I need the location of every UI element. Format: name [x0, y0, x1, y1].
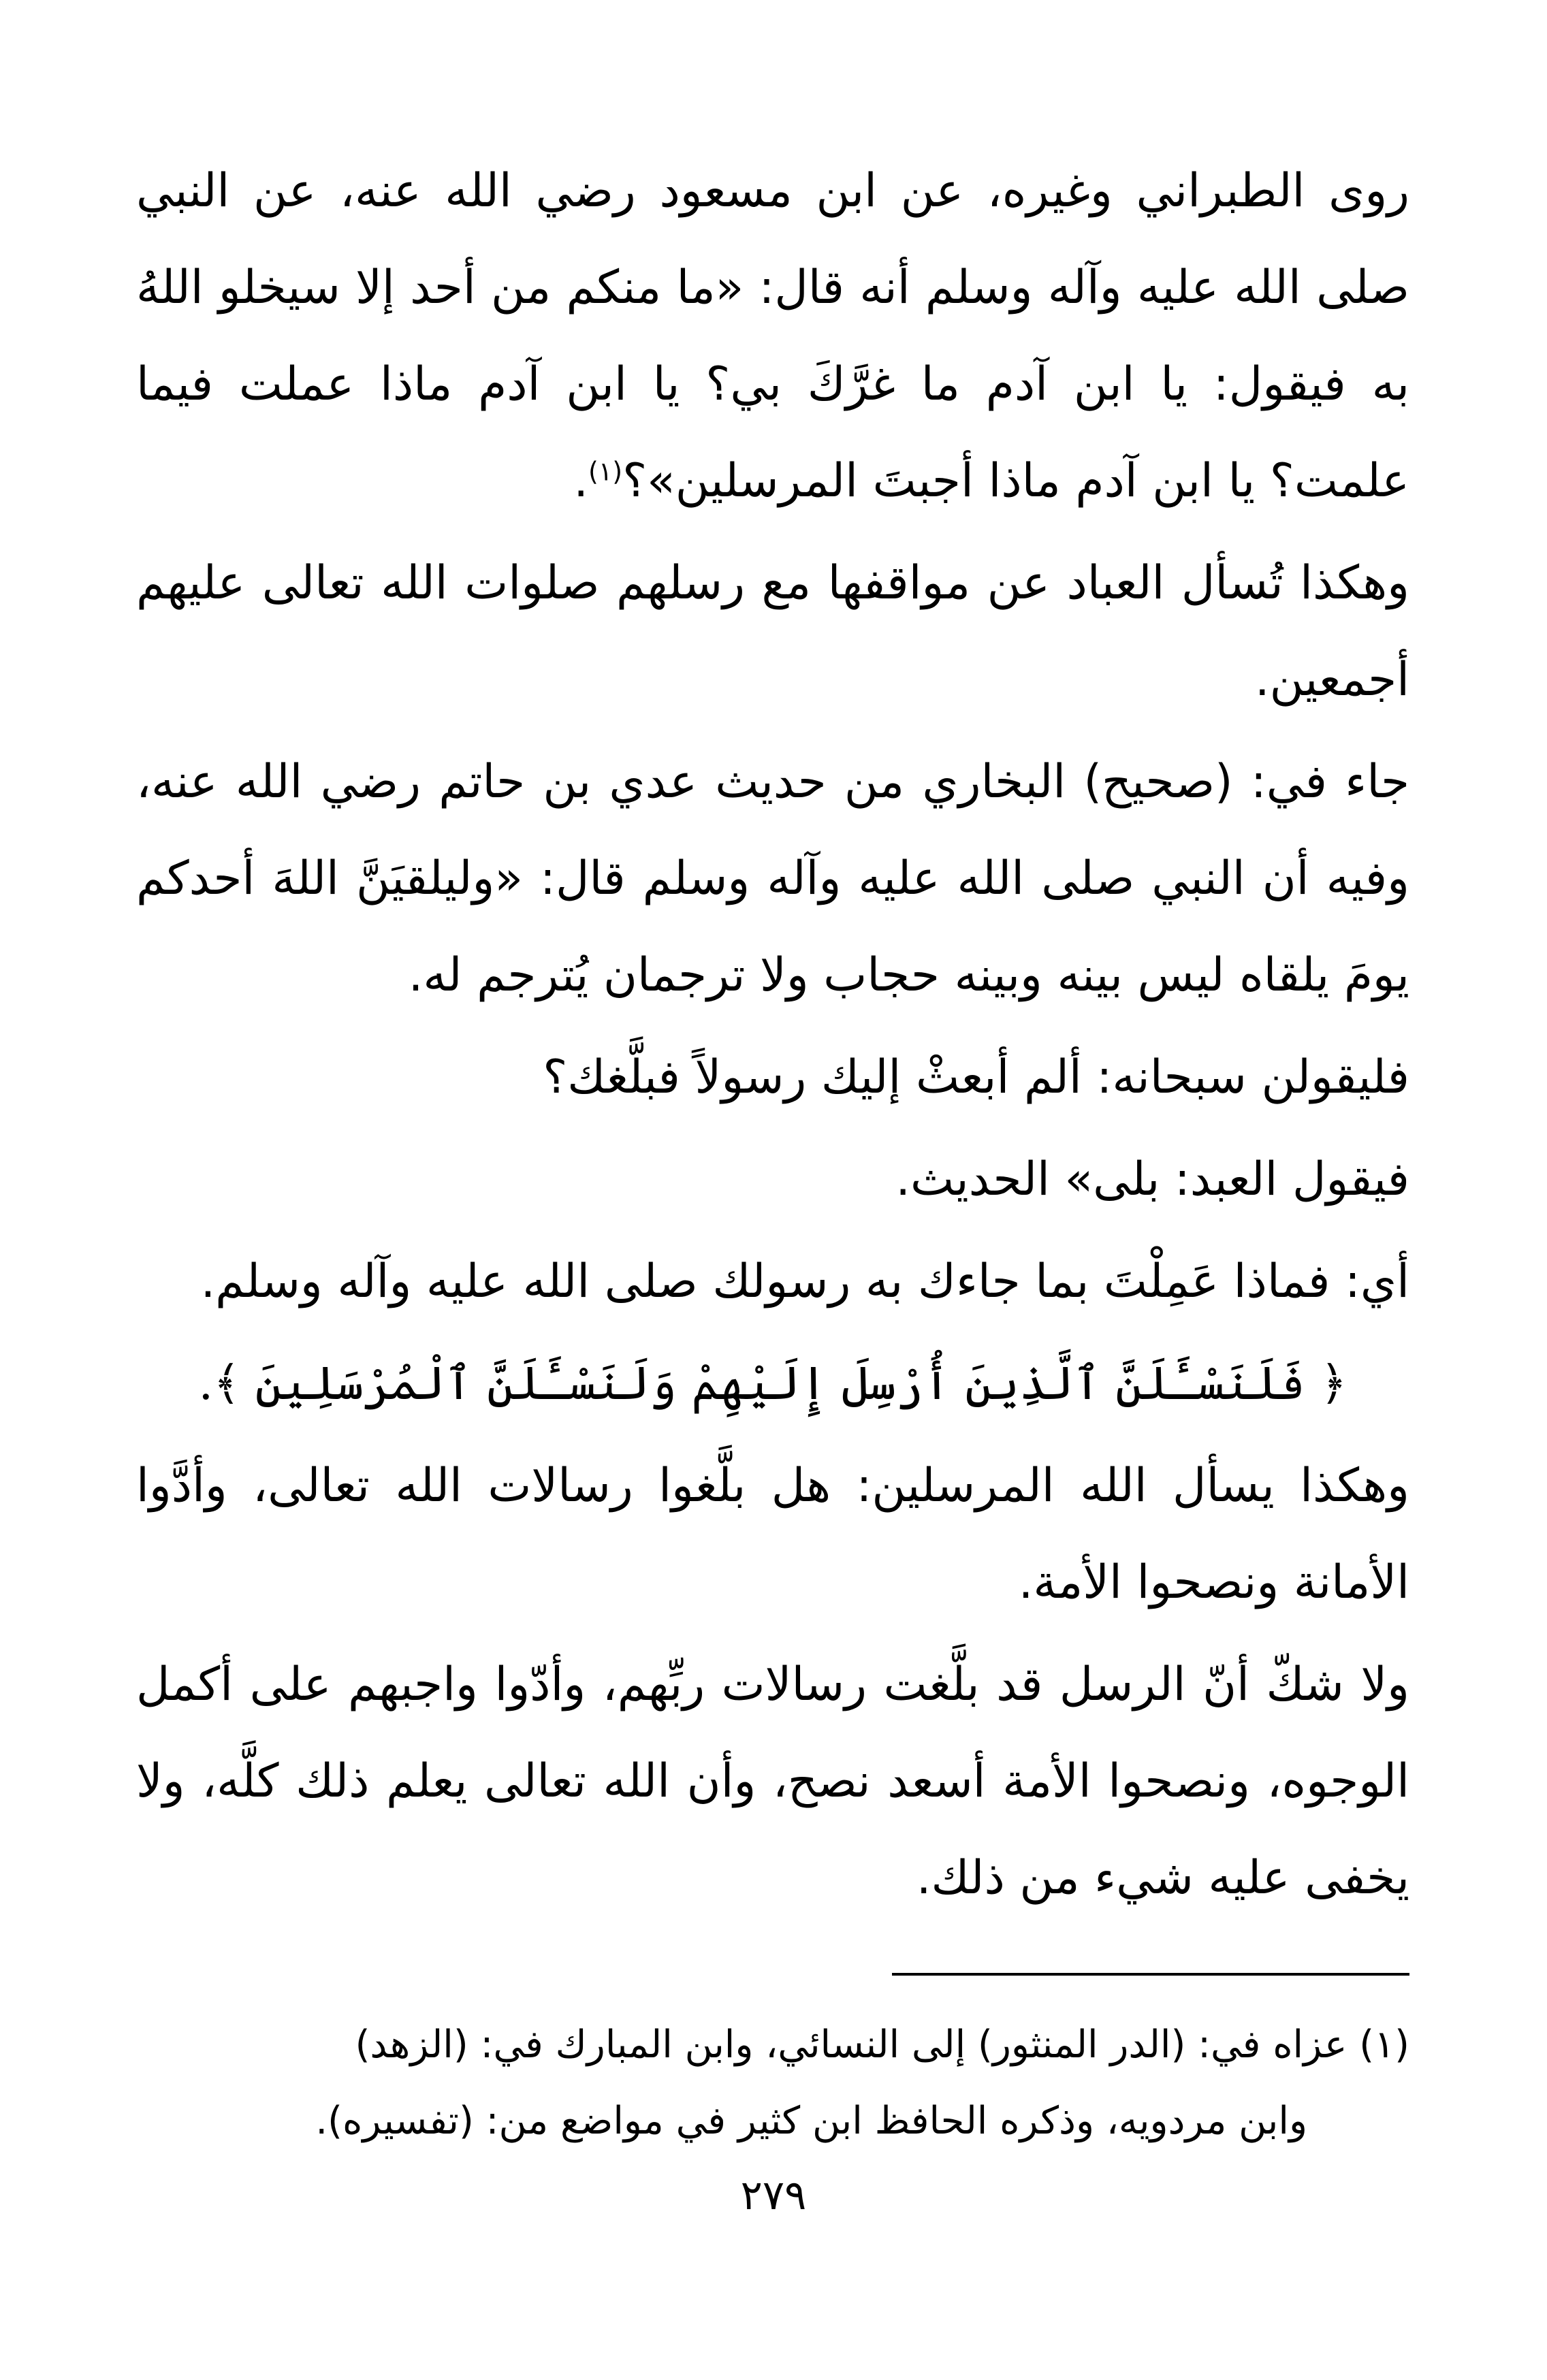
footnote-reference: (١) — [588, 456, 623, 487]
footnote — [136, 2007, 1409, 2159]
paragraph-text: روى الطبراني وغيره، عن ابن مسعود رضي الله عنه، عن النبي صلى الله عليه وآله وسلم أنه قال: «ما منكم من أحد إلا سيخلو اللهُ به فيقول: يا ابن آدم ما غرَّكَ بي؟ يا ابن آدم ماذا عملت فيما علمت؟ يا ابن آدم ماذا أجبتَ المرسلين»؟ — [136, 164, 1409, 508]
main-text — [136, 143, 1409, 1932]
footnote-line-1: (١) عزاه في: (الدر المنثور) إلى النسائي، وابن المبارك في: (الزهد) — [355, 2023, 1409, 2067]
quran-verse: ﴿ فَلَنَسْـَٔلَنَّ ٱلَّذِينَ أُرْسِلَ إِلَيْهِمْ وَلَنَسْـَٔلَنَّ ٱلْمُرْسَلِينَ ﴾. — [198, 1357, 1347, 1411]
paragraph-answer: فيقول العبد: بلى» الحديث. — [895, 1153, 1409, 1206]
footnote-divider — [892, 1973, 1409, 1976]
paragraph-end-mark: . — [573, 454, 589, 508]
paragraph-conclusion: ولا شكّ أنّ الرسل قد بلَّغت رسالات ربِّهم، وأدّوا واجبهم على أكمل الوجوه، ونصحوا الأمة أسعد نصح، وأن الله تعالى يعلم ذلك كلَّه، ولا يخفى عليه شيء من ذلك. — [136, 1658, 1409, 1905]
paragraph-question: فليقولن سبحانه: ألم أبعثْ إليك رسولاً فبلَّغك؟ — [543, 1050, 1409, 1104]
page-number: ٢٧٩ — [740, 2172, 807, 2219]
paragraph-hadith-bukhari: جاء في: (صحيح) البخاري من حديث عدي بن حاتم رضي الله عنه، وفيه أن النبي صلى الله عليه وآله وسلم قال: «وليلقيَنَّ اللهَ أحدكم يومَ يلقاه ليس بينه وبينه حجاب ولا ترجمان يُترجم له. — [136, 755, 1409, 1002]
paragraph-explanation: أي: فماذا عَمِلْتَ بما جاءك به رسولك صلى الله عليه وآله وسلم. — [200, 1255, 1409, 1308]
paragraph-hadith-tabarani — [136, 143, 1409, 530]
paragraph-messengers: وهكذا يسأل الله المرسلين: هل بلَّغوا رسالات الله تعالى، وأدَّوا الأمانة ونصحوا الأمة. — [136, 1459, 1409, 1609]
footnote-line-2: وابن مردويه، وذكره الحافظ ابن كثير في مواضع من: (تفسيره). — [315, 2099, 1307, 2143]
paragraph-questioning: وهكذا تُسأل العباد عن مواقفها مع رسلهم صلوات الله تعالى عليهم أجمعين. — [136, 556, 1409, 707]
